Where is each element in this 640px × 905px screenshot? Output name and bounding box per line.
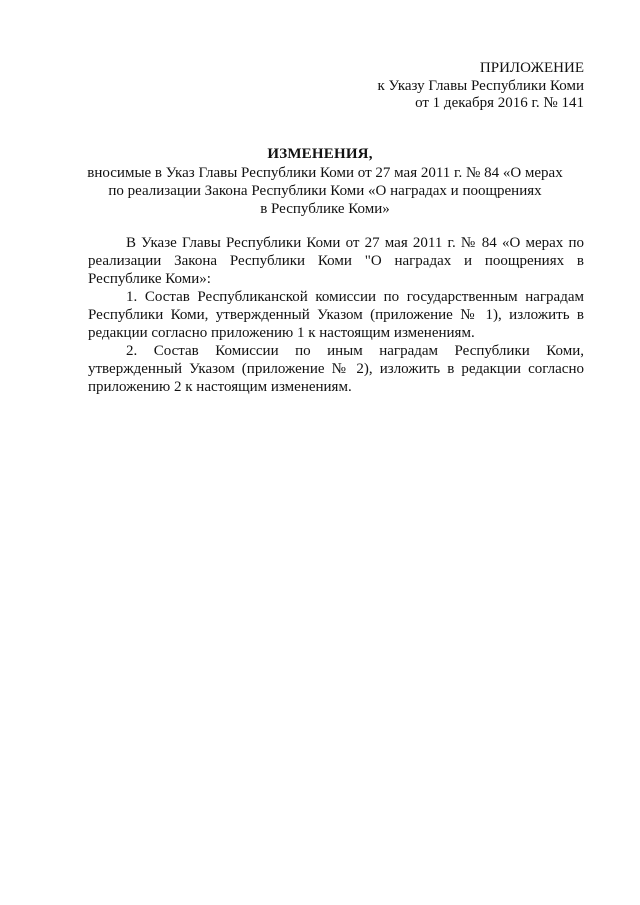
document-title: ИЗМЕНЕНИЯ, bbox=[267, 146, 373, 162]
amendment-item-1: 1. Состав Республиканской комиссии по государственным наградам Республики Коми, утвержденный Указом (приложение № 1), изложить в редакции согласно приложению 1 к настоящим изменениям. bbox=[88, 289, 584, 341]
intro-paragraph: В Указе Главы Республики Коми от 27 мая 2011 г. № 84 «О мерах по реализации Закона Республики Коми "О наградах и поощрениях в Республике Коми»: bbox=[88, 235, 584, 287]
subtitle-line-1: вносимые в Указ Главы Республики Коми от 27 мая 2011 г. № 84 «О мерах bbox=[87, 165, 563, 181]
appendix-decree-date: от 1 декабря 2016 г. № 141 bbox=[415, 95, 584, 111]
subtitle-line-3: в Республике Коми» bbox=[260, 201, 390, 217]
subtitle-line-2: по реализации Закона Республики Коми «О наградах и поощрениях bbox=[108, 183, 542, 199]
amendment-item-2: 2. Состав Комиссии по иным наградам Республики Коми, утвержденный Указом (приложение № 2), изложить в редакции согласно приложению 2 к настоящим изменениям. bbox=[88, 343, 584, 395]
appendix-header bbox=[377, 60, 584, 113]
appendix-decree-ref: к Указу Главы Республики Коми bbox=[377, 77, 584, 94]
appendix-label: ПРИЛОЖЕНИЕ bbox=[479, 60, 584, 76]
document-subtitle bbox=[60, 164, 590, 218]
document-body bbox=[88, 234, 584, 396]
